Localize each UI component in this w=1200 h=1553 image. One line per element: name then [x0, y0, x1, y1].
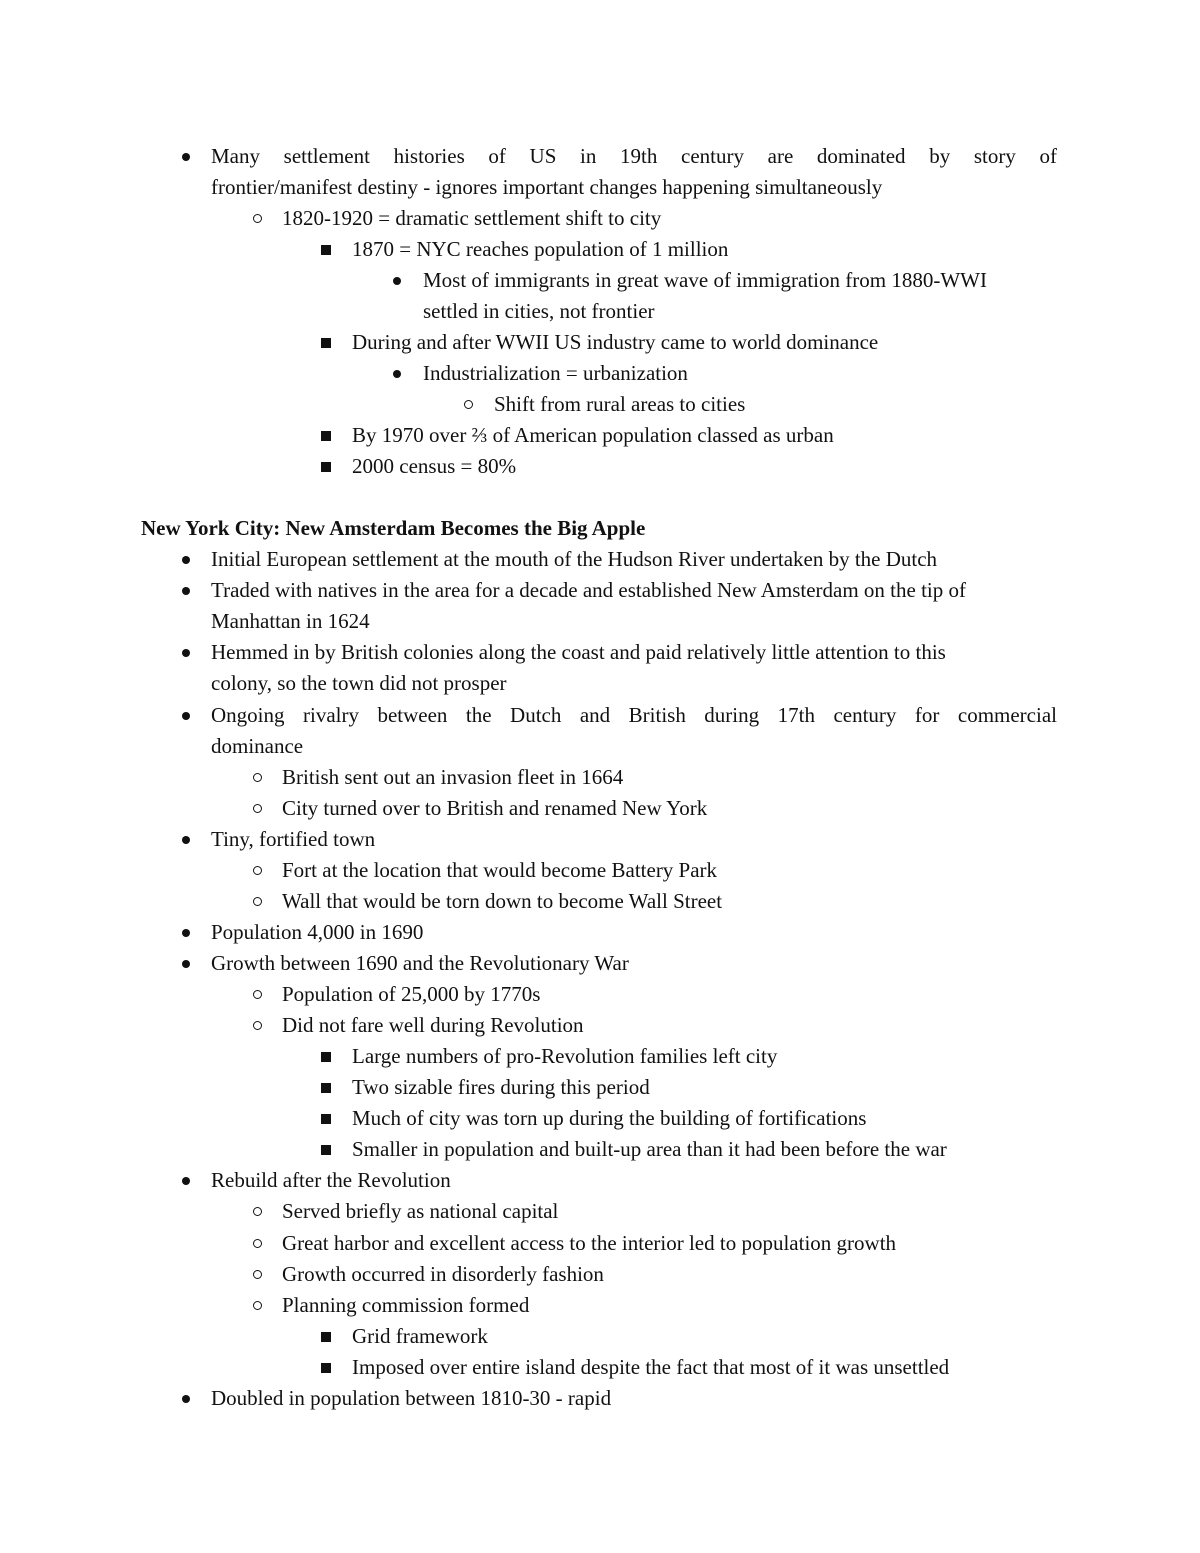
- list-item-text: Large numbers of pro-Revolution families left city: [352, 1044, 778, 1068]
- circle-bullet-icon: [247, 1010, 267, 1041]
- square-bullet-icon: [316, 234, 336, 265]
- circle-bullet-icon: [247, 762, 267, 793]
- list-item-text: Tiny, fortified town: [211, 827, 376, 851]
- list-item-text: Manhattan in 1624: [211, 609, 370, 633]
- square-bullet-icon: [316, 1103, 336, 1134]
- circle-bullet-icon: [247, 886, 267, 917]
- list-item-text: Served briefly as national capital: [282, 1199, 559, 1223]
- circle-bullet-icon: [458, 389, 478, 420]
- list-item-text: Much of city was torn up during the building of fortifications: [352, 1106, 867, 1130]
- list-item-text: Population of 25,000 by 1770s: [282, 982, 541, 1006]
- square-bullet-icon: [316, 1134, 336, 1165]
- list-item-text: Imposed over entire island despite the fact that most of it was unsettled: [352, 1355, 950, 1379]
- circle-bullet-icon: [247, 1228, 267, 1259]
- disc-bullet-icon: [176, 637, 196, 668]
- square-bullet-icon: [316, 451, 336, 482]
- disc-bullet-icon: [387, 265, 407, 296]
- list-item-text: settled in cities, not frontier: [423, 299, 655, 323]
- list-item-text: Two sizable fires during this period: [352, 1075, 650, 1099]
- circle-bullet-icon: [247, 979, 267, 1010]
- list-item-text: Smaller in population and built-up area than it had been before the war: [352, 1137, 947, 1161]
- list-item-text: colony, so the town did not prosper: [211, 671, 507, 695]
- list-item-text: 2000 census = 80%: [352, 454, 517, 478]
- section-heading: New York City: New Amsterdam Becomes the Big Apple: [141, 516, 646, 540]
- circle-bullet-icon: [247, 1196, 267, 1227]
- list-item-text: frontier/manifest destiny - ignores important changes happening simultaneously: [211, 175, 883, 199]
- circle-bullet-icon: [247, 793, 267, 824]
- square-bullet-icon: [316, 327, 336, 358]
- disc-bullet-icon: [176, 917, 196, 948]
- disc-bullet-icon: [387, 358, 407, 389]
- square-bullet-icon: [316, 1352, 336, 1383]
- disc-bullet-icon: [176, 1383, 196, 1414]
- disc-bullet-icon: [176, 948, 196, 979]
- circle-bullet-icon: [247, 1259, 267, 1290]
- list-item-text: Did not fare well during Revolution: [282, 1013, 584, 1037]
- list-item-text: Fort at the location that would become Battery Park: [282, 858, 718, 882]
- disc-bullet-icon: [176, 575, 196, 606]
- list-item-text: Industrialization = urbanization: [423, 361, 688, 385]
- list-item-text: Growth occurred in disorderly fashion: [282, 1262, 604, 1286]
- list-item-text: By 1970 over ⅔ of American population classed as urban: [352, 423, 834, 447]
- disc-bullet-icon: [176, 1165, 196, 1196]
- disc-bullet-icon: [176, 700, 196, 731]
- list-item-text: Doubled in population between 1810-30 - rapid: [211, 1386, 612, 1410]
- list-item-text: British sent out an invasion fleet in 1664: [282, 765, 624, 789]
- list-item-text: dominance: [211, 734, 304, 758]
- disc-bullet-icon: [176, 141, 196, 172]
- list-item-text: Initial European settlement at the mouth of the Hudson River undertaken by the Dutch: [211, 547, 938, 571]
- disc-bullet-icon: [176, 824, 196, 855]
- list-item-text: 1820-1920 = dramatic settlement shift to city: [282, 206, 662, 230]
- disc-bullet-icon: [176, 544, 196, 575]
- list-item-text: City turned over to British and renamed New York: [282, 796, 708, 820]
- square-bullet-icon: [316, 1321, 336, 1352]
- square-bullet-icon: [316, 1072, 336, 1103]
- list-item-text: 1870 = NYC reaches population of 1 million: [352, 237, 729, 261]
- circle-bullet-icon: [247, 1290, 267, 1321]
- list-item-text: Hemmed in by British colonies along the coast and paid relatively little attention to this: [211, 640, 946, 664]
- list-item-text: Great harbor and excellent access to the interior led to population growth: [282, 1231, 897, 1255]
- square-bullet-icon: [316, 420, 336, 451]
- list-item-text: During and after WWII US industry came to world dominance: [352, 330, 879, 354]
- list-item-text: Population 4,000 in 1690: [211, 920, 424, 944]
- list-item-text: Rebuild after the Revolution: [211, 1168, 451, 1192]
- square-bullet-icon: [316, 1041, 336, 1072]
- list-item-text: Wall that would be torn down to become Wall Street: [282, 889, 723, 913]
- list-item-text: Planning commission formed: [282, 1293, 530, 1317]
- circle-bullet-icon: [247, 855, 267, 886]
- list-item-text: Grid framework: [352, 1324, 488, 1348]
- list-item-text: Growth between 1690 and the Revolutionary War: [211, 951, 629, 975]
- list-item-text: Most of immigrants in great wave of immigration from 1880-WWI: [423, 268, 987, 292]
- list-item-text: Traded with natives in the area for a decade and established New Amsterdam on the tip of: [211, 578, 966, 602]
- circle-bullet-icon: [247, 203, 267, 234]
- list-item-text: Ongoing rivalry between the Dutch and British during 17th century for commercial: [211, 703, 1057, 727]
- list-item-text: Many settlement histories of US in 19th century are dominated by story of: [211, 144, 1057, 168]
- list-item-text: Shift from rural areas to cities: [494, 392, 746, 416]
